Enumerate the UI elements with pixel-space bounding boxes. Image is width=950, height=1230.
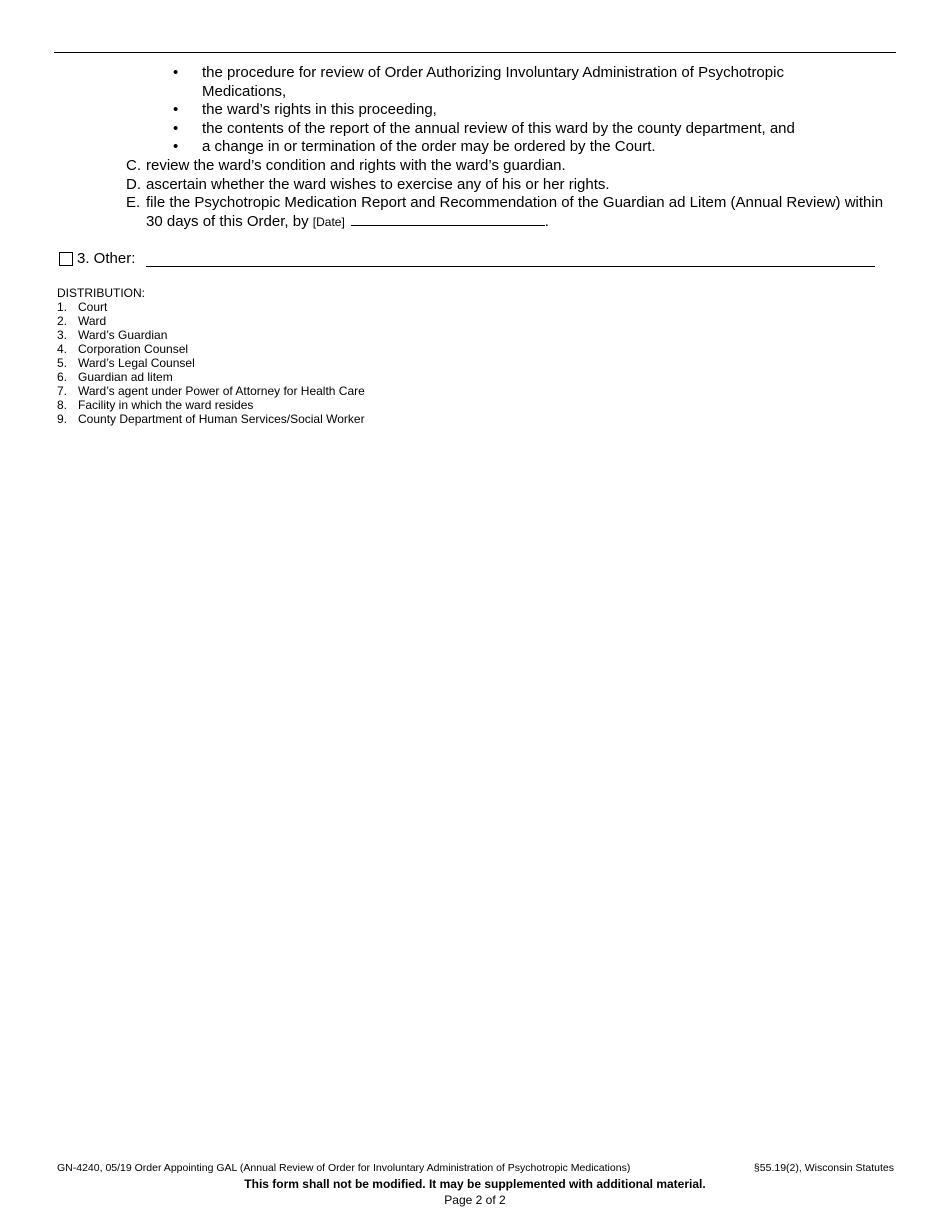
item-text: review the ward’s condition and rights with the ward’s guardian.	[146, 157, 566, 174]
other-field[interactable]	[146, 266, 875, 267]
duty-item-e	[126, 194, 886, 231]
item-text: Ward	[78, 314, 107, 328]
item-number: 6.	[57, 370, 68, 384]
list-item	[170, 101, 850, 120]
bullet-text: the procedure for review of Order Authorizing Involuntary Administration of Psychotropic Medications,	[202, 64, 784, 100]
item-text: County Department of Human Services/Social Worker	[78, 412, 365, 426]
duty-item-d	[126, 176, 886, 195]
item-text: Corporation Counsel	[78, 342, 189, 356]
distribution-section	[57, 286, 457, 426]
list-item	[57, 412, 457, 426]
item-number: 9.	[57, 412, 68, 426]
list-item	[57, 356, 457, 370]
item-number: 8.	[57, 398, 68, 412]
list-item	[170, 120, 850, 139]
item-text: Ward’s Legal Counsel	[78, 356, 195, 370]
other-option	[57, 250, 875, 270]
list-item	[170, 138, 850, 157]
item-text: Facility in which the ward resides	[78, 398, 254, 412]
date-field[interactable]	[351, 213, 545, 226]
item-text: Guardian ad litem	[78, 370, 173, 384]
modification-notice: This form shall not be modified. It may be supplemented with additional material.	[244, 1177, 706, 1191]
distribution-list	[57, 300, 457, 426]
bullet-icon: •	[173, 119, 179, 137]
bullet-icon: •	[173, 64, 179, 81]
item-letter: D.	[126, 175, 141, 193]
item-number: 3.	[57, 328, 68, 342]
item-number: 1.	[57, 300, 68, 314]
other-checkbox[interactable]	[59, 252, 73, 266]
bullet-text: the ward’s rights in this proceeding,	[202, 101, 437, 118]
bullet-icon: •	[173, 138, 179, 155]
item-text: file the Psychotropic Medication Report and Recommendation of the Guardian ad Litem (Annual Review) within 30 days of this Order, by	[146, 194, 884, 230]
bullet-text: the contents of the report of the annual review of this ward by the county department, and	[202, 119, 795, 137]
sentence-end: .	[544, 212, 549, 230]
list-item	[57, 342, 457, 356]
distribution-heading: DISTRIBUTION:	[57, 286, 146, 300]
header-divider	[54, 52, 896, 53]
list-item	[57, 384, 457, 398]
item-number: 7.	[57, 384, 68, 398]
bullet-icon: •	[173, 101, 179, 118]
item-text: Ward’s agent under Power of Attorney for Health Care	[78, 384, 365, 398]
other-label: 3. Other:	[77, 250, 136, 267]
item-letter: E.	[126, 194, 141, 211]
duty-list	[126, 157, 886, 231]
item-letter: C.	[126, 157, 141, 174]
list-item	[57, 398, 457, 412]
list-item	[57, 300, 457, 314]
statute-reference: §55.19(2), Wisconsin Statutes	[753, 1162, 894, 1174]
list-item	[170, 64, 850, 101]
form-identifier: GN-4240, 05/19 Order Appointing GAL (Annual Review of Order for Involuntary Administration of Psychotropic Medications)	[57, 1162, 631, 1174]
item-number: 2.	[57, 314, 68, 328]
list-item	[57, 328, 457, 342]
duty-item-c	[126, 157, 886, 176]
date-label: [Date]	[312, 214, 345, 229]
item-number: 5.	[57, 356, 68, 370]
item-text: Court	[78, 300, 108, 314]
list-item	[57, 370, 457, 384]
item-text: ascertain whether the ward wishes to exercise any of his or her rights.	[146, 175, 610, 193]
list-item	[57, 314, 457, 328]
item-text: Ward’s Guardian	[78, 328, 168, 342]
item-number: 4.	[57, 342, 68, 356]
page-number: Page 2 of 2	[444, 1193, 506, 1207]
notice-bullet-list	[170, 64, 850, 157]
bullet-text: a change in or termination of the order may be ordered by the Court.	[202, 138, 656, 155]
